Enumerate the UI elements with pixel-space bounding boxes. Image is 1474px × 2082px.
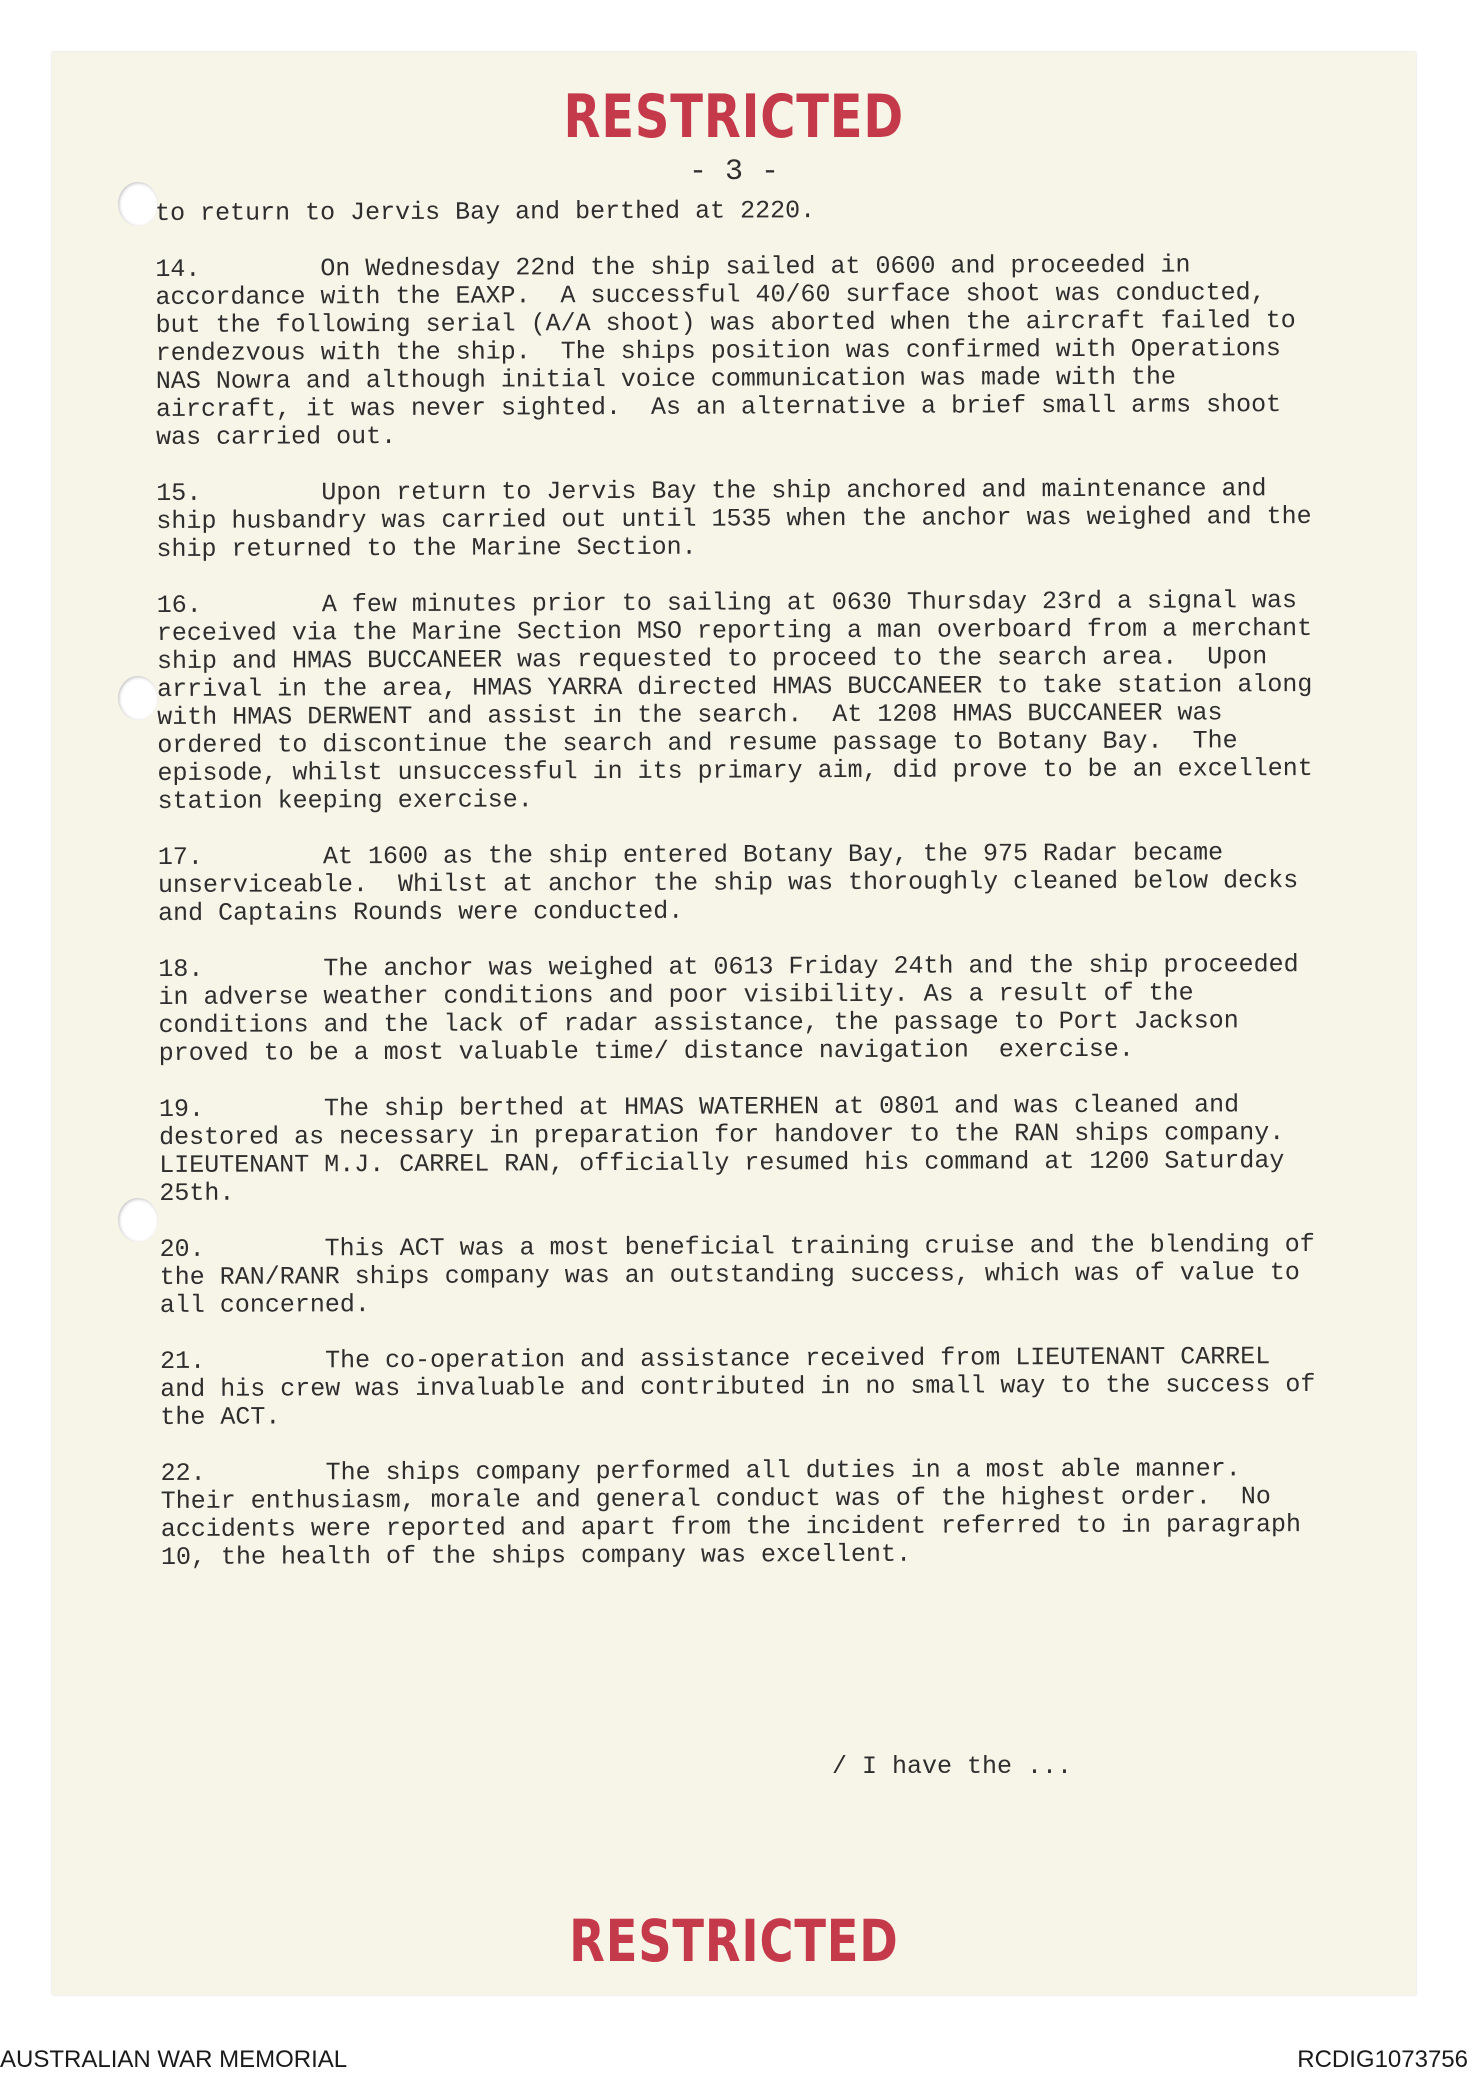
paragraph-number: 16. (156, 590, 202, 620)
opening-line: to return to Jervis Bay and berthed at 2220. (154, 196, 816, 228)
paragraph-text: At 1600 as the ship entered Botany Bay, the 975 Radar became unserviceable. Whilst at anchor the ship was thoroughly cleaned below decks and Captains Rounds were conducted. (157, 838, 1314, 928)
paragraph-21 (160, 1342, 1331, 1432)
page-number: - 3 - (688, 155, 779, 189)
paragraph-text: This ACT was a most beneficial training cruise and the blending of the RAN/RANR ships company was an outstanding success, which was of value to all concerned. (159, 1229, 1330, 1320)
paragraph-text: A few minutes prior to sailing at 0630 Thursday 23rd a signal was received via the Marine Section MSO reporting a man overboard from a merchant ship and HMAS BUCCANEER was requested to proceed to the search area. Upon arrival in the area, HMAS YARRA directed HMAS BUCCANEER to take station along with HMAS DERWENT and assist in the search. At 1208 HMAS BUCCANEER was ordered to discontinue the search and resume passage to Botany Bay. The episode, whilst unsuccessful in its primary aim, did prove to be an excellent station keeping exercise. (156, 585, 1328, 816)
paragraph-text: The anchor was weighed at 0613 Friday 24th and the ship proceeded in adverse weather conditions and poor visibility. As a result of the conditions and the lack of radar assistance, the passage to Port Jackson proved to be a most valuable time/ distance navigation exercise. (158, 949, 1314, 1068)
paragraph-text: Upon return to Jervis Bay the ship anchored and maintenance and ship husbandry was carried out until 1535 when the anchor was weighed and the ship returned to the Marine Section. (156, 474, 1327, 564)
restricted-stamp-bottom-text: RESTRICTED (569, 1907, 899, 1975)
punch-hole-middle (118, 676, 158, 720)
restricted-stamp-top (52, 82, 1416, 152)
restricted-stamp-bottom (52, 1907, 1416, 1975)
paragraph-number: 14. (155, 254, 201, 284)
paragraph-text: The ships company performed all duties in a most able manner. Their enthusiasm, morale and general conduct was of the highest order. No accidents were reported and apart from the incident referred to in paragraph 10, the health of the ships company was excellent. (160, 1454, 1317, 1572)
paragraph-text: The ship berthed at HMAS WATERHEN at 0801 and was cleaned and destored as necessary in preparation for handover to the RAN ships company. LIEUTENANT M.J. CARREL RAN, officially resumed his command at 1200 Saturday 25th. (159, 1090, 1315, 1208)
paragraph-15 (156, 474, 1327, 564)
paragraph-14 (155, 251, 1316, 452)
paragraph-number: 20. (159, 1234, 205, 1264)
paragraph-16 (156, 585, 1328, 816)
continuation-note: / I have the ... (832, 1752, 1073, 1781)
paragraph-20 (159, 1229, 1330, 1320)
punch-hole-lower (118, 1198, 158, 1242)
paragraph-18 (158, 951, 1318, 1068)
archive-credit: AUSTRALIAN WAR MEMORIAL (0, 2046, 348, 2073)
paragraph-19 (159, 1091, 1319, 1208)
paragraph-number: 19. (158, 1094, 205, 1124)
paragraph-number: 15. (156, 478, 202, 508)
paragraph-number: 21. (160, 1346, 206, 1376)
paragraph-number: 22. (160, 1458, 206, 1488)
document-page (52, 52, 1416, 1995)
paragraph-number: 18. (158, 954, 204, 984)
paragraph-22 (160, 1455, 1320, 1572)
restricted-stamp-top-text: RESTRICTED (563, 82, 905, 152)
paragraph-text: On Wednesday 22nd the ship sailed at 0600 and proceeded in accordance with the EAXP. A successful 40/60 surface shoot was conducted, but the following serial (A/A shoot) was aborted when the aircraft failed to rendezvous with the ship. The ships position was confirmed with Operations NAS Nowra and although initial voice communication was made with the aircraft, it was never sighted. As an alternative a brief small arms shoot was carried out. (155, 250, 1311, 452)
document-body (154, 195, 1331, 1600)
archive-reference-id: RCDIG1073756 (1297, 2046, 1468, 2073)
paragraph-17 (158, 839, 1318, 928)
paragraph-text: The co-operation and assistance received from LIEUTENANT CARREL and his crew was invaluable and contributed in no small way to the success of the ACT. (160, 1342, 1331, 1432)
paragraph-number: 17. (157, 842, 203, 872)
